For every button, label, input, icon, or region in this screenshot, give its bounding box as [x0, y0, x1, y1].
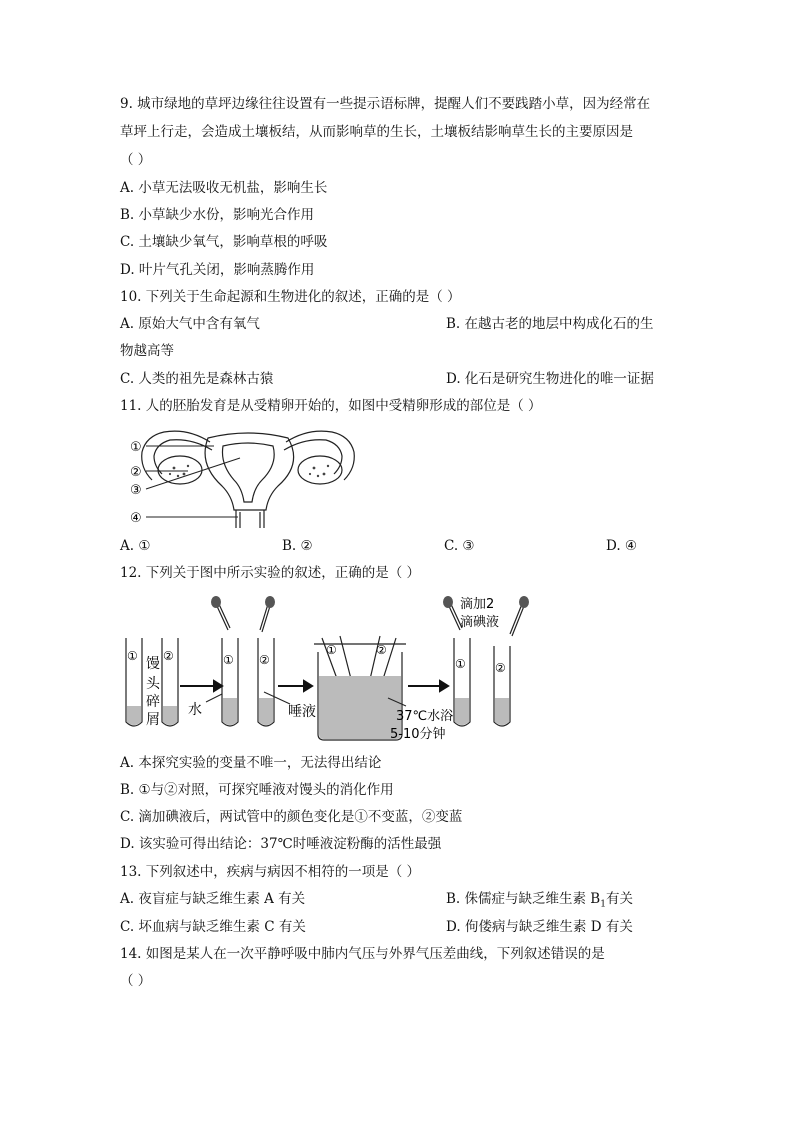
- mantou-label-4: 屑: [146, 712, 160, 728]
- q13-option-a[interactable]: A. 夜盲症与缺乏维生素 A 有关: [120, 891, 306, 907]
- q10-stem: 10. 下列关于生命起源和生物进化的叙述，正确的是（ ）: [120, 289, 461, 305]
- q12-option-d[interactable]: D. 该实验可得出结论：37℃时唾液淀粉酶的活性最强: [120, 836, 442, 852]
- tube2-label-beaker: ②: [376, 643, 387, 657]
- iodine-label-1: 滴加2: [460, 597, 495, 612]
- q9-option-d[interactable]: D. 叶片气孔关闭，影响蒸腾作用: [120, 262, 315, 278]
- experiment-diagram: [118, 594, 530, 750]
- mantou-label-1: 馒: [146, 656, 160, 672]
- q11-option-a[interactable]: A. ①: [120, 538, 151, 554]
- female-reproductive-diagram: [128, 424, 358, 532]
- iodine-label-2: 滴碘液: [460, 615, 500, 630]
- q11-option-c[interactable]: C. ③: [444, 538, 475, 554]
- q12-option-a[interactable]: A. 本探究实验的变量不唯一，无法得出结论: [120, 755, 382, 771]
- q13-option-d[interactable]: D. 佝偻病与缺乏维生素 D 有关: [446, 919, 633, 935]
- diagram-label-1: ①: [130, 440, 142, 455]
- q9-stem-line2: 草坪上行走，会造成土壤板结，从而影响草的生长，土壤板结影响草生长的主要原因是: [120, 124, 633, 140]
- q13-option-b[interactable]: [446, 889, 633, 915]
- q9-option-c[interactable]: C. 土壤缺少氧气，影响草根的呼吸: [120, 234, 328, 250]
- q11-option-d[interactable]: D. ④: [606, 538, 638, 554]
- q10-option-a[interactable]: A. 原始大气中含有氧气: [120, 316, 260, 332]
- q10-option-b-line2: 物越高等: [120, 343, 174, 359]
- diagram-label-3: ③: [130, 483, 142, 498]
- q13-option-b-suffix: 有关: [605, 891, 633, 907]
- saliva-label: 唾液: [288, 704, 316, 720]
- mantou-label-2: 头: [146, 676, 160, 692]
- water-bath-label-1: 37℃水浴: [396, 709, 454, 724]
- q9-option-b[interactable]: B. 小草缺少水份，影响光合作用: [120, 207, 315, 223]
- diagram-label-2: ②: [130, 465, 142, 480]
- tube1-label-step2: ①: [223, 653, 234, 667]
- q12-option-b[interactable]: B. ①与②对照，可探究唾液对馒头的消化作用: [120, 782, 394, 798]
- mantou-label-3: 碎: [146, 694, 160, 710]
- tube2-label-step4: ②: [495, 661, 506, 675]
- water-label: 水: [188, 702, 202, 718]
- q11-option-b[interactable]: B. ②: [282, 538, 313, 554]
- q10-option-d[interactable]: D. 化石是研究生物进化的唯一证据: [446, 371, 654, 387]
- q12-option-c[interactable]: C. 滴加碘液后，两试管中的颜色变化是①不变蓝，②变蓝: [120, 809, 463, 825]
- q9-stem-line1: 9. 城市绿地的草坪边缘往往设置有一些提示语标牌，提醒人们不要践踏小草，因为经常在: [120, 96, 651, 112]
- tube1-label: ①: [127, 649, 138, 663]
- diagram-label-4: ④: [130, 511, 142, 526]
- q14-stem-line2: （ ）: [120, 973, 152, 989]
- q13-option-c[interactable]: C. 坏血病与缺乏维生素 C 有关: [120, 919, 306, 935]
- water-bath-label-2: 5-10分钟: [390, 727, 446, 742]
- q13-option-b-subscript: 1: [600, 899, 606, 910]
- q13-stem: 13. 下列叙述中，疾病与病因不相符的一项是（ ）: [120, 864, 421, 880]
- q12-stem: 12. 下列关于图中所示实验的叙述，正确的是（ ）: [120, 565, 421, 581]
- q11-stem: 11. 人的胚胎发育是从受精卵开始的，如图中受精卵形成的部位是（ ）: [120, 398, 542, 414]
- q9-option-a[interactable]: A. 小草无法吸收无机盐，影响生长: [120, 180, 328, 196]
- tube2-label: ②: [163, 649, 174, 663]
- q9-stem-line3: （ ）: [120, 152, 152, 168]
- tube1-label-step4: ①: [455, 657, 466, 671]
- q13-option-b-text: B. 侏儒症与缺乏维生素 B: [446, 891, 601, 907]
- q10-option-b-line1[interactable]: B. 在越古老的地层中构成化石的生: [446, 316, 654, 332]
- q10-option-c[interactable]: C. 人类的祖先是森林古猿: [120, 371, 274, 387]
- tube1-label-beaker: ①: [326, 643, 337, 657]
- tube2-label-step2: ②: [259, 653, 270, 667]
- q14-stem-line1: 14. 如图是某人在一次平静呼吸中肺内气压与外界气压差曲线，下列叙述错误的是: [120, 946, 605, 962]
